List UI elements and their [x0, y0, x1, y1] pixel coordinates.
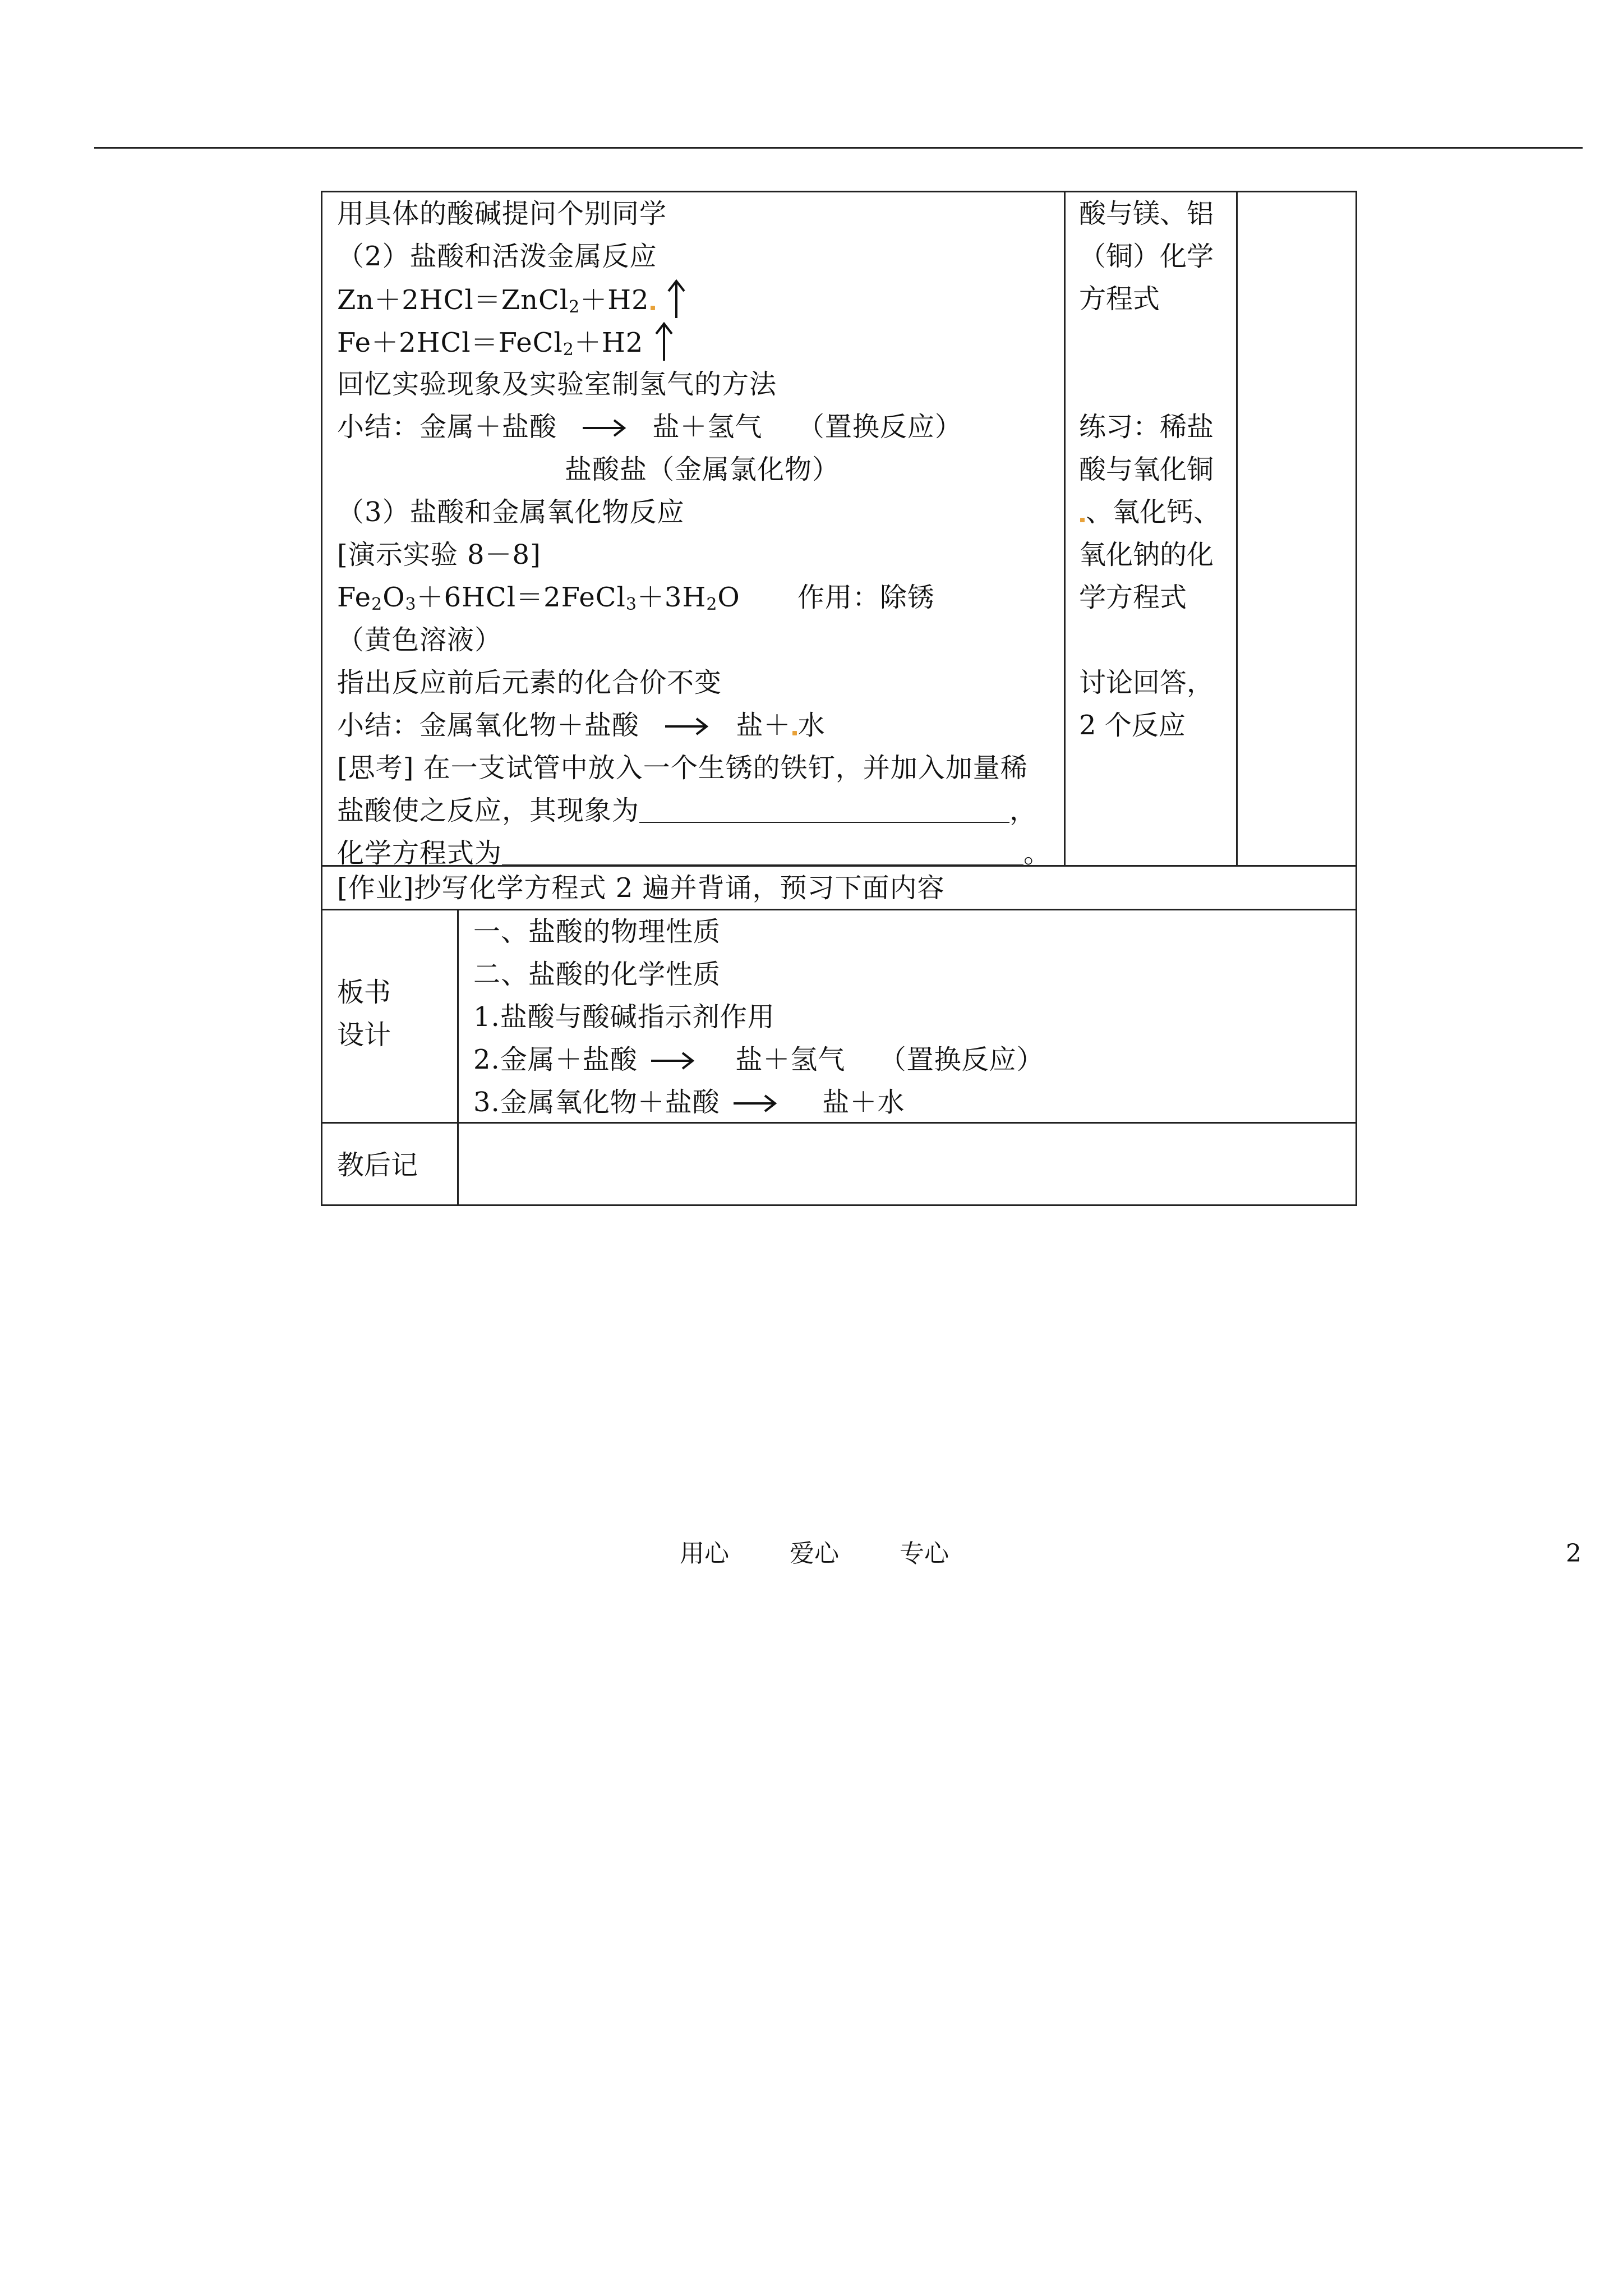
text-line: 指出反应前后元素的化合价不变	[337, 667, 722, 698]
page-number: 2	[1566, 1539, 1581, 1568]
gas-arrow-icon	[665, 278, 688, 320]
after-class-notes-cell[interactable]	[457, 1122, 1357, 1206]
text-line: 、氧化钙、	[1079, 491, 1220, 533]
text-line: 酸与氧化铜	[1079, 454, 1214, 485]
text-line: 学方程式	[1079, 582, 1187, 613]
text-line: 回忆实验现象及实验室制氢气的方法	[337, 369, 777, 400]
mark-dot	[651, 306, 655, 310]
text-line: 方程式	[1079, 283, 1160, 315]
board-label-cell	[321, 909, 459, 1124]
text-line: 板书	[337, 977, 391, 1008]
student-activity-cell	[1064, 191, 1238, 867]
summary-oxide: 小结：金属氧化物＋盐酸 盐＋ 水	[337, 710, 826, 741]
question-phenomenon: 盐酸使之反应，其现象为 ，	[337, 795, 1038, 826]
answer-blank[interactable]	[502, 842, 1023, 866]
text-line: [思考] 在一支试管中放入一个生锈的铁钉，并加入加量稀	[337, 752, 1028, 784]
empty-cell	[1236, 191, 1357, 867]
text-line: 1.盐酸与酸碱指示剂作用	[473, 1001, 775, 1033]
arrow-right-icon	[582, 417, 626, 439]
text-line: （黄色溶液）	[337, 624, 502, 656]
text-line: 讨论回答，	[1079, 667, 1214, 698]
question-equation: 化学方程式为 。	[337, 838, 1052, 869]
arrow-right-icon	[650, 1050, 695, 1072]
text-line: 2 个反应	[1079, 710, 1186, 741]
gas-arrow-icon	[653, 320, 675, 363]
text-line: 二、盐酸的化学性质	[473, 959, 721, 990]
text-line: 氧化钠的化	[1079, 539, 1214, 570]
text-line: 练习：稀盐	[1079, 411, 1214, 443]
text-line: 酸与镁、铝	[1079, 198, 1214, 229]
text-line: （2）盐酸和活泼金属反应	[337, 241, 657, 272]
board-line-metal: 2.金属＋盐酸 盐＋氢气 （置换反应）	[473, 1044, 1044, 1075]
header-rule	[94, 147, 1583, 149]
text-line: 盐酸盐（金属氯化物）	[565, 454, 840, 485]
text-line: 用具体的酸碱提问个别同学	[337, 198, 667, 229]
footer-word: 用心	[680, 1539, 729, 1568]
summary-metal: 小结：金属＋盐酸 盐＋氢气 （置换反应）	[337, 411, 962, 443]
footer-word: 专心	[900, 1539, 949, 1568]
after-class-label-cell	[321, 1122, 459, 1206]
equation-fe: Fe＋2HCl＝FeCl$_2$＋H2	[337, 320, 675, 364]
text-line: （铜）化学	[1079, 241, 1214, 272]
homework-cell	[321, 865, 1357, 910]
text-line: [演示实验 8－8]	[337, 539, 541, 570]
footer-word: 爱心	[790, 1539, 839, 1568]
text-line: 设计	[337, 1019, 391, 1051]
equation-zn: Zn＋2HCl＝ZnCl$_2$＋H2	[337, 278, 688, 321]
lesson-table	[321, 191, 1357, 1206]
board-line-oxide: 3.金属氧化物＋盐酸 盐＋水	[473, 1087, 905, 1118]
board-content-cell	[457, 909, 1357, 1124]
homework-text: [作业]抄写化学方程式 2 遍并背诵，预习下面内容	[337, 872, 945, 904]
after-class-label: 教后记	[337, 1149, 418, 1181]
arrow-right-icon	[732, 1092, 777, 1115]
arrow-right-icon	[664, 715, 709, 738]
main-content-cell	[321, 191, 1066, 867]
equation-fe2o3: $Fe_2O_3+6HCl=2FeCl_3+3H_2O$ 作用：除锈	[337, 582, 935, 614]
mark-dot	[792, 731, 797, 735]
text-line: 一、盐酸的物理性质	[473, 916, 721, 947]
answer-blank[interactable]	[639, 799, 1009, 823]
mark-dot	[1080, 518, 1085, 522]
text-line: （3）盐酸和金属氧化物反应	[337, 496, 685, 528]
